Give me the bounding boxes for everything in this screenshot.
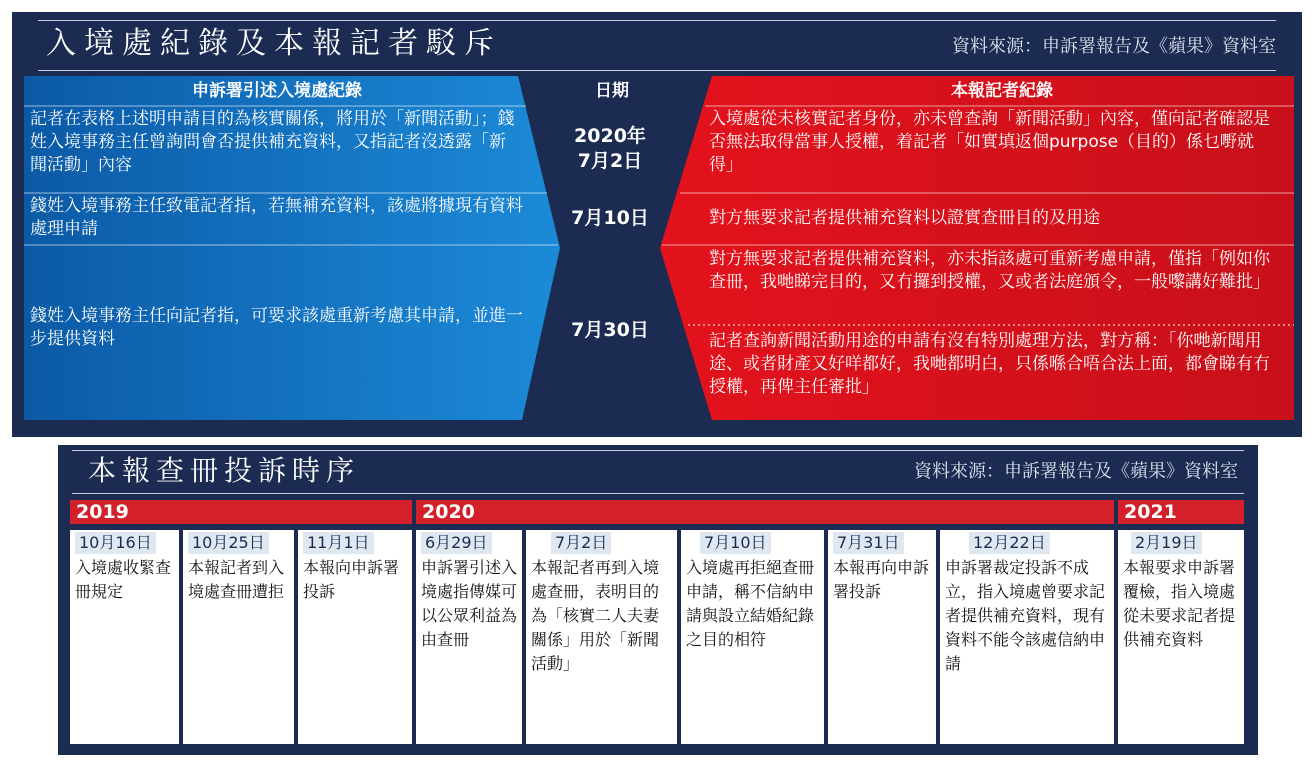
timeline-text: 本報記者再到入境處查冊，表明目的為「核實二人夫妻關係」用於「新聞活動」 (531, 558, 660, 673)
date-column-header: 日期 (595, 81, 629, 101)
row3-right-extra-text: 記者查詢新聞活動用途的申請有沒有特別處理方法，對方稱：「你哋新聞用途、或者財產又好咩都好，我哋都明白，只係喺合唔合法上面，都會睇有冇授權，再俾主任審批」 (709, 331, 1270, 397)
row1-left-text: 記者在表格上述明申請目的為核實關係，將用於「新聞活動」；錢姓入境事務主任曾詢問會否提供補充資料，又指記者沒透露「新聞活動」內容 (30, 109, 515, 175)
timeline-date: 7月31日 (833, 532, 904, 554)
row1-date-day: 7月2日 (577, 150, 643, 172)
row3-left-text: 錢姓入境事務主任向記者指，可要求該處重新考慮其申請，並進一步提供資料 (30, 306, 523, 349)
timeline-card (183, 530, 294, 744)
left-column-header: 申訴署引述入境處紀錄 (192, 81, 362, 101)
timeline-card (416, 530, 522, 744)
year-bar-2019: 2019 (70, 500, 412, 524)
row2-date-text: 7月10日 (571, 207, 649, 229)
timeline-date: 2月19日 (1131, 532, 1202, 554)
timeline-rule-bottom (72, 493, 1244, 494)
year-bar-2021: 2021 (1118, 500, 1244, 524)
comparison-panel (12, 12, 1302, 437)
timeline-text: 入境處收緊查冊規定 (75, 558, 172, 601)
timeline-card (828, 530, 936, 744)
year-bar-2020: 2020 (416, 500, 1114, 524)
timeline-card (940, 530, 1114, 744)
timeline-date: 12月22日 (969, 532, 1050, 554)
timeline-text: 本報要求申訴署覆檢，指入境處從未要求記者提供補充資料 (1123, 558, 1236, 649)
timeline-title: 本報查冊投訴時序 (88, 454, 361, 487)
timeline-date: 7月10日 (700, 532, 771, 554)
row1-right-text: 入境處從未核實記者身份，亦未曾查詢「新聞活動」內容，僅向記者確認是否無法取得當事人授權，着記者「如實填返個purpose（目的）係乜嘢就得」 (709, 109, 1270, 175)
timeline-text: 申訴署引述入境處指傳媒可以公眾利益為由查冊 (421, 558, 518, 649)
timeline-date: 7月2日 (551, 532, 611, 554)
row3-date-text: 7月30日 (571, 319, 649, 341)
timeline-source: 資料來源：申訴署報告及《蘋果》資料室 (914, 461, 1238, 482)
row3-date (560, 318, 660, 343)
timeline-text: 本報再向申訴署投訴 (833, 558, 930, 601)
comparison-title: 入境處紀錄及本報記者駁斥 (46, 26, 502, 61)
timeline-text: 入境處再拒絕查冊申請，稱不信納申請與設立結婚紀錄之目的相符 (686, 558, 815, 649)
timeline-card (298, 530, 412, 744)
timeline-text: 本報向申訴署投訴 (303, 558, 400, 601)
timeline-date: 6月29日 (421, 532, 492, 554)
timeline-date: 10月25日 (188, 532, 269, 554)
timeline-card (681, 530, 824, 744)
row2-right-text: 對方無要求記者提供補充資料以證實查冊目的及用途 (709, 208, 1100, 228)
row2-date (560, 206, 660, 231)
right-column-header: 本報記者紀錄 (951, 81, 1053, 101)
row2-left-text: 錢姓入境事務主任致電記者指，若無補充資料，該處將據現有資料處理申請 (30, 196, 523, 239)
timeline-date: 10月16日 (75, 532, 156, 554)
row1-date (560, 124, 660, 174)
timeline-card (526, 530, 677, 744)
timeline-card (1118, 530, 1244, 744)
timeline-text: 本報記者到入境處查冊遭拒 (188, 558, 285, 601)
timeline-card (70, 530, 179, 744)
row1-date-year: 2020年 (574, 125, 646, 147)
timeline-date: 11月1日 (303, 532, 374, 554)
timeline-text: 申訴署裁定投訴不成立，指入境處曾要求記者提供補充資料，現有資料不能令該處信納申請 (945, 558, 1106, 673)
timeline-panel (58, 445, 1258, 755)
row3-right-text: 對方無要求記者提供補充資料，亦未指該處可重新考慮申請，僅指「例如你查冊，我哋睇完目的，又冇攞到授權，又或者法庭頒令，一般嚟講好難批」 (709, 249, 1270, 292)
comparison-source: 資料來源：申訴署報告及《蘋果》資料室 (952, 36, 1276, 57)
